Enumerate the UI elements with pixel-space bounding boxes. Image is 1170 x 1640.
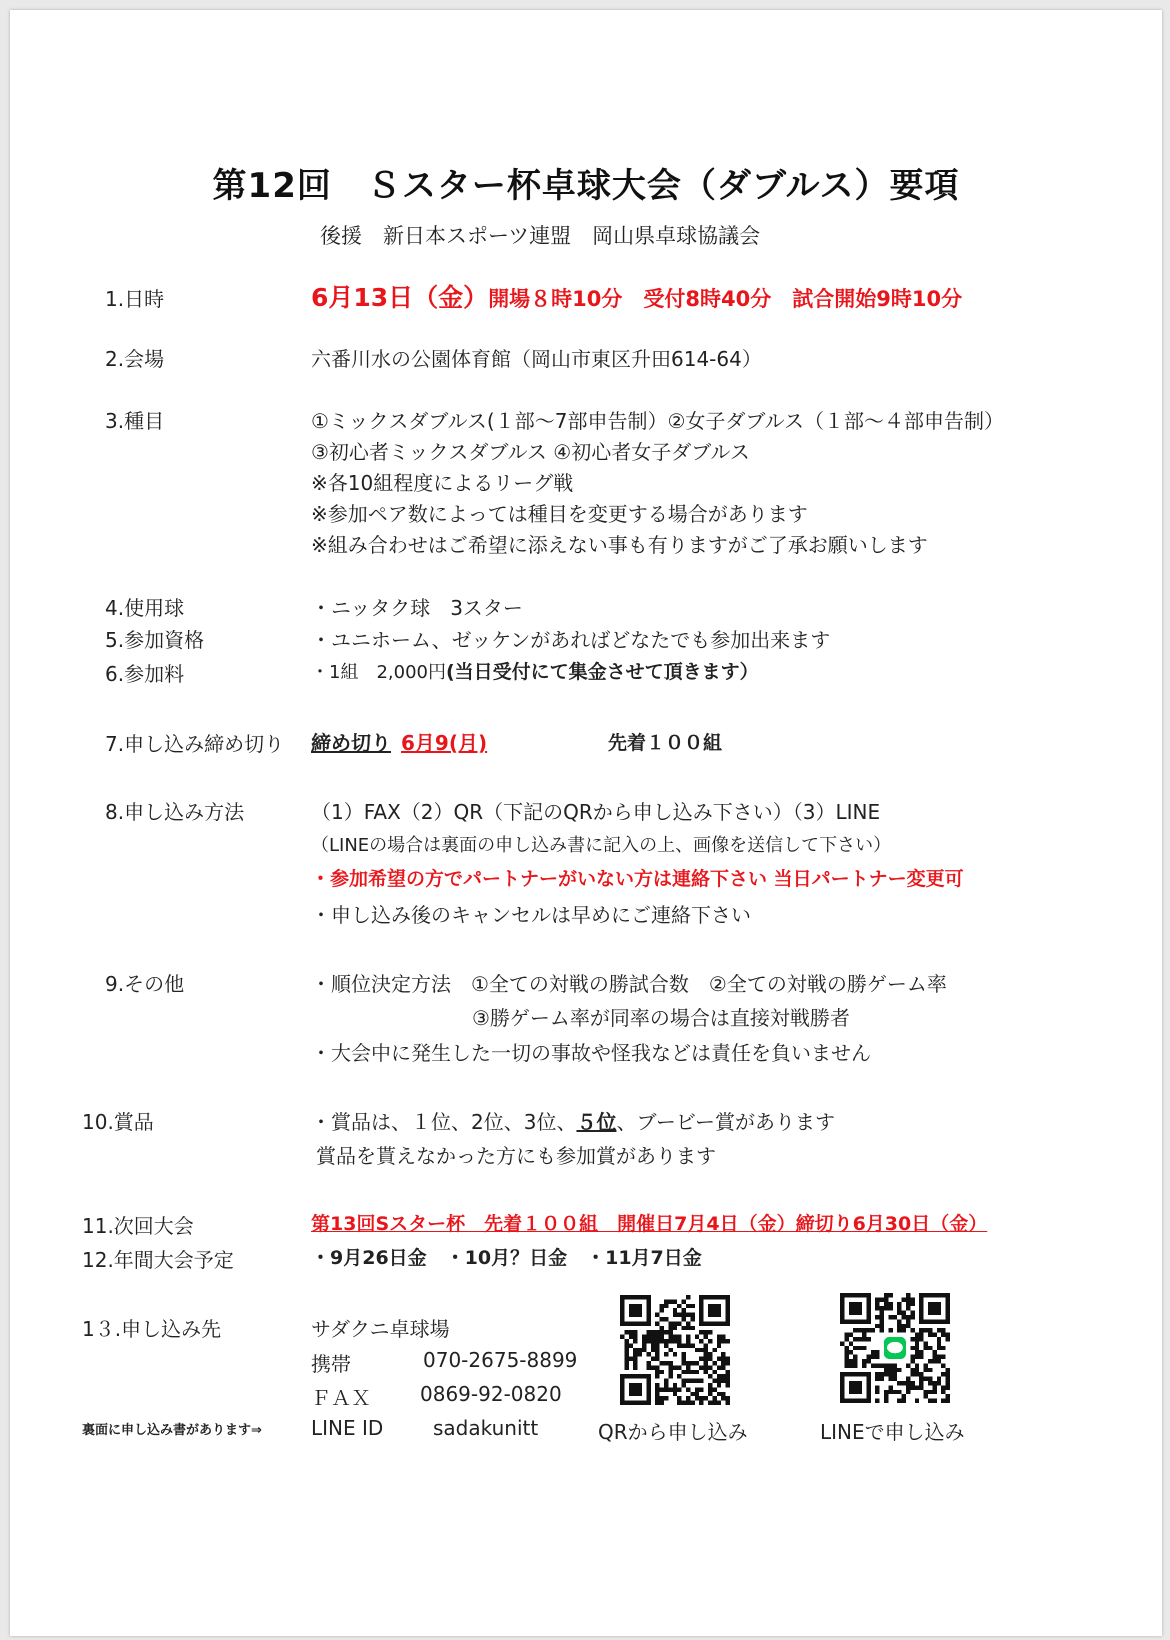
capacity-text: 先着１００組 <box>608 732 723 754</box>
section-1-content <box>311 278 962 314</box>
category-line-4: ※参加ペア数によっては種目を変更する場合があります <box>311 502 808 526</box>
section-3-label: 3.種目 <box>105 409 165 433</box>
application-qr-code[interactable] <box>620 1295 730 1405</box>
fax-label: ＦＡＸ <box>311 1386 371 1410</box>
fee-content <box>311 657 759 684</box>
fee-text: ・1組 2,000円 <box>311 662 446 683</box>
section-1-label: 1.日時 <box>105 287 165 311</box>
prize-line-1 <box>311 1106 835 1135</box>
other-line-2: ③勝ゲーム率が同率の場合は直接対戦勝者 <box>472 1006 850 1030</box>
mobile-label: 携帯 <box>311 1352 351 1376</box>
prize-fifth-place: ５位 <box>576 1110 617 1134</box>
sponsor-line: 後援 新日本スポーツ連盟 岡山県卓球協議会 <box>320 224 761 248</box>
section-7-label: 7.申し込み締め切り <box>105 732 285 756</box>
mobile-number: 070-2675-8899 <box>423 1348 578 1372</box>
event-times: 開場８時10分 受付8時40分 試合開始9時10分 <box>488 287 963 311</box>
qr-caption: QRから申し込み <box>598 1420 748 1444</box>
method-line-2: （LINEの場合は裏面の申し込み書に記入の上、画像を送信して下さい） <box>311 835 892 856</box>
line-caption: LINEで申し込み <box>820 1420 965 1444</box>
section-4-label: 4.使用球 <box>105 596 185 620</box>
section-10-label: 10.賞品 <box>82 1110 154 1134</box>
deadline-label: 締め切り <box>311 731 391 755</box>
deadline-content <box>311 727 487 756</box>
other-line-3: ・大会中に発生した一切の事故や怪我などは責任を負いません <box>311 1041 871 1065</box>
page-title: 第12回 Ｓスター杯卓球大会（ダブルス）要項 <box>212 166 960 206</box>
category-line-1: ①ミックスダブルス(１部〜7部申告制）②女子ダブルス（１部〜４部申告制） <box>311 409 1004 433</box>
fee-note: (当日受付にて集金させて頂きます） <box>445 661 759 683</box>
section-6-label: 6.参加料 <box>105 662 185 686</box>
deadline-date: 6月9(月) <box>401 731 488 755</box>
method-line-1: （1）FAX（2）QR（下記のQRから申し込み下さい）（3）LINE <box>311 800 881 824</box>
back-side-note: 裏面に申し込み書があります⇒ <box>82 1423 262 1438</box>
section-9-label: 9.その他 <box>105 972 185 996</box>
line-id-label: LINE ID <box>311 1416 384 1440</box>
section-8-label: 8.申し込み方法 <box>105 800 245 824</box>
ball-text: ・ニッタク球 3スター <box>311 596 523 620</box>
category-line-3: ※各10組程度によるリーグ戦 <box>311 471 574 495</box>
section-12-label: 12.年間大会予定 <box>82 1248 234 1272</box>
category-line-2: ③初心者ミックスダブルス ④初心者女子ダブルス <box>311 440 750 464</box>
line-id-value: sadakunitt <box>433 1416 539 1440</box>
other-line-1: ・順位決定方法 ①全ての対戦の勝試合数 ②全ての対戦の勝ゲーム率 <box>311 972 947 996</box>
eligibility-text: ・ユニホーム、ゼッケンがあればどなたでも参加出来ます <box>311 628 831 652</box>
venue-text: 六番川水の公園体育館（岡山市東区升田614-64） <box>311 347 762 371</box>
section-2-label: 2.会場 <box>105 347 165 371</box>
prize-text-c: 、ブービー賞があります <box>616 1110 836 1134</box>
section-5-label: 5.参加資格 <box>105 628 205 652</box>
event-date: 6月13日（金） <box>311 283 489 312</box>
document-page <box>10 10 1162 1636</box>
next-event-text: 第13回Sスター杯 先着１００組 開催日7月4日（金）締切り6月30日（金） <box>311 1213 988 1235</box>
prize-text-a: ・賞品は、１位、2位、3位、 <box>311 1110 577 1134</box>
contact-venue: サダクニ卓球場 <box>311 1317 450 1341</box>
prize-line-2: 賞品を貰えなかった方にも参加賞があります <box>316 1144 716 1168</box>
line-qr-code[interactable] <box>840 1293 950 1403</box>
annual-schedule-text: ・9月26日金 ・10月？日金 ・11月7日金 <box>311 1247 702 1269</box>
section-11-label: 11.次回大会 <box>82 1214 194 1238</box>
method-line-4: ・申し込み後のキャンセルは早めにご連絡下さい <box>311 903 751 927</box>
section-13-label: 1３.申し込み先 <box>82 1317 222 1341</box>
method-line-3: ・参加希望の方でパートナーがいない方は連絡下さい 当日パートナー変更可 <box>311 868 964 890</box>
fax-number: 0869-92-0820 <box>420 1382 562 1406</box>
category-line-5: ※組み合わせはご希望に添えない事も有りますがご了承お願いします <box>311 533 928 557</box>
